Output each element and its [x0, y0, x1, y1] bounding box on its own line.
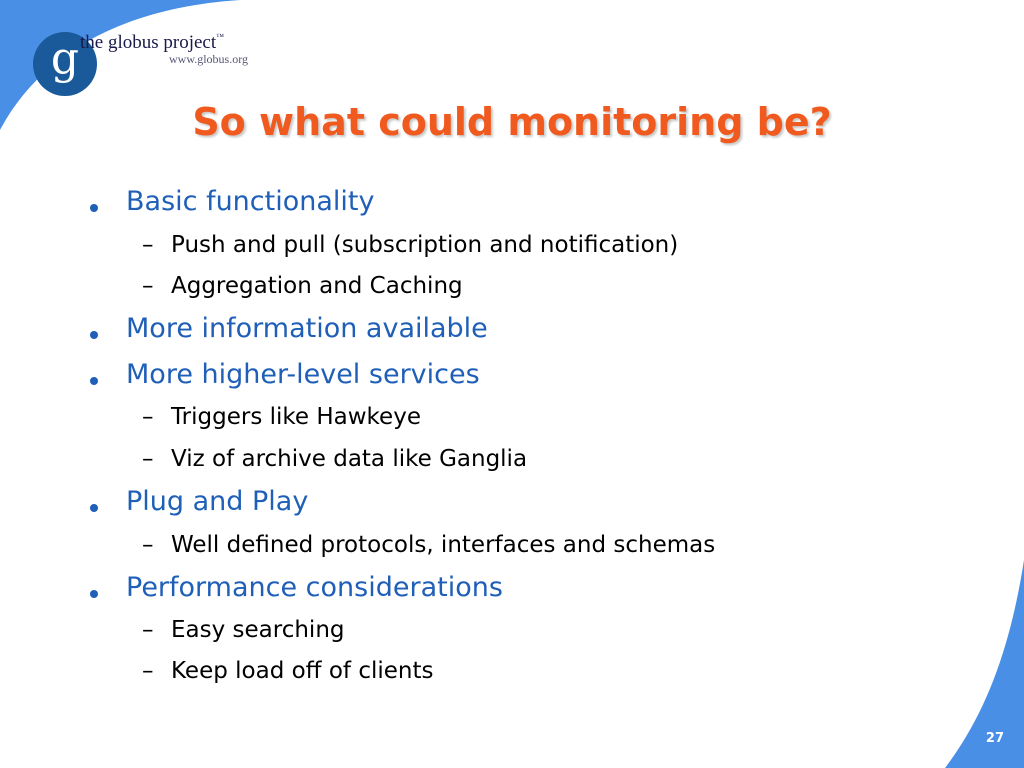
logo-name [80, 32, 224, 54]
bullet-dot [90, 204, 98, 212]
bullet-dot [90, 590, 98, 598]
logo-name-text: the globus project [80, 32, 217, 53]
globus-logo [33, 30, 273, 100]
sub-bullet-text: Well defined protocols, interfaces and schemas [171, 532, 716, 558]
bullet-dot [90, 377, 98, 385]
bullet-dot [90, 504, 98, 512]
sub-bullet-item [142, 446, 527, 472]
bullet-item [126, 313, 488, 344]
bullet-text: Plug and Play [126, 486, 309, 517]
sub-bullet-item [142, 658, 433, 684]
bullet-item [126, 359, 480, 390]
dash-marker: – [142, 446, 154, 472]
logo-url: www.globus.org [169, 52, 249, 66]
bullet-text: Basic functionality [126, 186, 375, 217]
logo-trademark: ™ [216, 32, 224, 41]
sub-bullet-text: Triggers like Hawkeye [171, 404, 421, 430]
sub-bullet-text: Push and pull (subscription and notification) [171, 232, 679, 258]
sub-bullet-text: Viz of archive data like Ganglia [171, 446, 528, 472]
bullet-item [126, 186, 374, 217]
slide-title: So what could monitoring be? [192, 100, 832, 144]
sub-bullet-text: Easy searching [171, 617, 345, 643]
sub-bullet-text: Aggregation and Caching [171, 273, 463, 299]
logo-letter: g [50, 33, 80, 84]
sub-bullet-item [142, 404, 421, 430]
sub-bullet-item [142, 232, 678, 258]
dash-marker: – [142, 532, 154, 558]
dash-marker: – [142, 273, 154, 299]
sub-bullet-text: Keep load off of clients [171, 658, 434, 684]
sub-bullet-item [142, 617, 345, 643]
bullet-text: More higher-level services [126, 359, 480, 390]
dash-marker: – [142, 658, 154, 684]
dash-marker: – [142, 617, 154, 643]
bullet-text: Performance considerations [126, 572, 503, 603]
bullet-item [126, 572, 503, 603]
bullet-dot [90, 331, 98, 339]
sub-bullet-item [142, 273, 463, 299]
sub-bullet-item [142, 532, 715, 558]
bottom-right-arc [945, 560, 1024, 768]
dash-marker: – [142, 404, 154, 430]
page-number: 27 [985, 731, 1004, 746]
bullet-item [126, 486, 308, 517]
dash-marker: – [142, 232, 154, 258]
bullet-text: More information available [126, 313, 488, 344]
